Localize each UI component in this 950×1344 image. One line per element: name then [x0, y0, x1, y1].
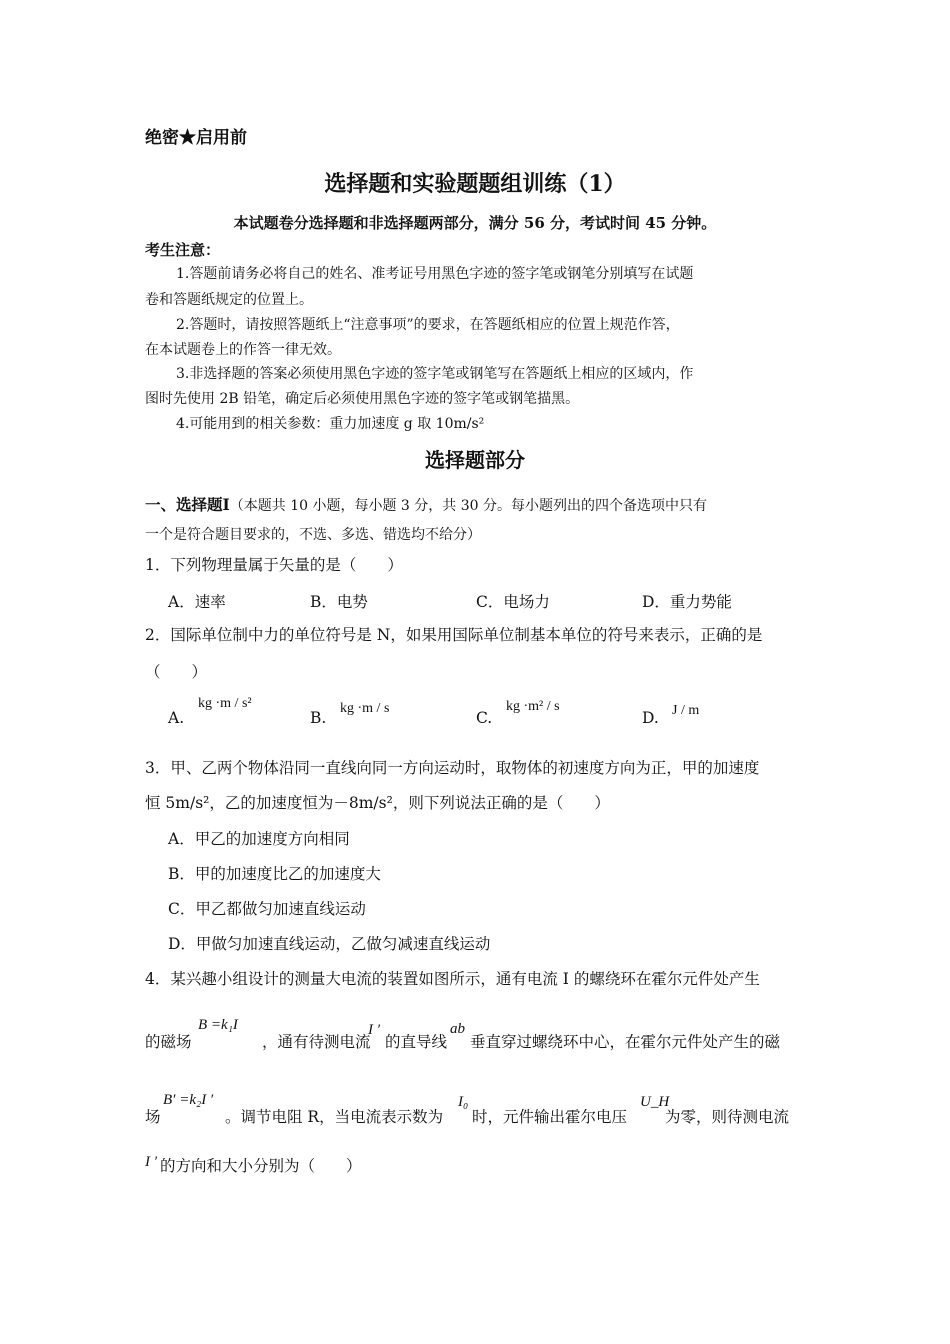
- exam-subtitle: 本试题卷分选择题和非选择题两部分，满分 56 分，考试时间 45 分钟。: [233, 214, 717, 232]
- q3-option-a: A．甲乙的加速度方向相同: [168, 830, 350, 848]
- q1-option-c: C．电场力: [476, 593, 550, 611]
- q2-option-d-label: D.: [642, 709, 659, 727]
- part1-desc-1: （本题共 10 小题，每小题 3 分，共 30 分。每小题列出的四个备选项中只有: [229, 498, 708, 514]
- part1-desc-2: 一个是符合题目要求的，不选、多选、错选均不给分）: [145, 527, 481, 543]
- q4-line-3b: 。调节电阻 R，当电流表示数为: [225, 1108, 444, 1126]
- q2-stem-2: （ ）: [145, 663, 208, 681]
- notice-line-2: 卷和答题纸规定的位置上。: [145, 292, 313, 308]
- q4-line-3d: 为零，则待测电流: [665, 1108, 790, 1126]
- q2-option-b-expr: kg ·m / s: [340, 701, 390, 716]
- q4-formula-ab: ab: [450, 1021, 465, 1037]
- q4-formula-uh: U_H: [640, 1094, 670, 1110]
- notice-line-4: 在本试题卷上的作答一律无效。: [145, 342, 341, 358]
- top-secret-label: 绝密★启用前: [145, 128, 247, 148]
- notice-line-7: 4.可能用到的相关参数：重力加速度 g 取 10m/s²: [176, 416, 485, 432]
- q4-formula-i-prime: I ′: [368, 1022, 381, 1038]
- q2-option-a-label: A.: [168, 709, 185, 727]
- q4-line-1: 4．某兴趣小组设计的测量大电流的装置如图所示，通有电流 I 的螺绕环在霍尔元件处产生: [145, 970, 760, 988]
- q2-option-a-expr: kg ·m / s²: [198, 696, 252, 711]
- q1-option-a: A．速率: [168, 593, 226, 611]
- part1-label: 一、选择题Ⅰ: [145, 495, 230, 514]
- notice-heading: 考生注意：: [145, 241, 221, 259]
- q3-option-b: B．甲的加速度比乙的加速度大: [168, 865, 381, 883]
- q4-line-2d: 垂直穿过螺绕环中心，在霍尔元件处产生的磁: [470, 1033, 781, 1051]
- q3-stem-2: 恒 5m/s²，乙的加速度恒为－8m/s²，则下列说法正确的是（ ）: [145, 794, 610, 812]
- q4-line-2a: 的磁场: [145, 1033, 192, 1051]
- q4-line-3c: 时，元件输出霍尔电压: [472, 1108, 628, 1126]
- q3-option-d: D．甲做匀加速直线运动，乙做匀减速直线运动: [168, 935, 491, 953]
- q2-stem-1: 2．国际单位制中力的单位符号是 N，如果用国际单位制基本单位的符号来表示，正确的是: [145, 626, 763, 644]
- q3-stem-1: 3．甲、乙两个物体沿同一直线向同一方向运动时，取物体的初速度方向为正，甲的加速度: [145, 759, 760, 777]
- part1-header: [145, 495, 707, 516]
- q2-option-b-label: B.: [310, 709, 327, 727]
- q2-option-c-label: C.: [476, 709, 493, 727]
- notice-line-1: 1.答题前请务必将自己的姓名、准考证号用黑色字迹的签字笔或钢笔分别填写在试题: [176, 266, 694, 282]
- q4-formula-i0: I₀: [458, 1094, 469, 1110]
- q4-line-3a: 场: [145, 1108, 161, 1126]
- q4-line-2b: ，通有待测电流: [262, 1033, 371, 1051]
- section-title: 选择题部分: [425, 448, 525, 472]
- q3-option-c: C．甲乙都做匀加速直线运动: [168, 900, 366, 918]
- notice-line-6: 图时先使用 2B 铅笔，确定后必须使用黑色字迹的签字笔或钢笔描黑。: [145, 391, 580, 407]
- q4-formula-b-prime: B′ =k₂I ′: [163, 1092, 214, 1108]
- notice-line-5: 3.非选择题的答案必须使用黑色字迹的签字笔或钢笔写在答题纸上相应的区域内，作: [176, 366, 694, 382]
- notice-line-3: 2.答题时，请按照答题纸上“注意事项”的要求，在答题纸相应的位置上规范作答，: [176, 317, 680, 333]
- page-title: 选择题和实验题题组训练（1）: [324, 171, 626, 197]
- q4-formula-b: B =k₁I: [198, 1017, 238, 1033]
- q2-option-c-expr: kg ·m² / s: [506, 699, 560, 714]
- q4-line-4: 的方向和大小分别为（ ）: [160, 1157, 362, 1175]
- q2-option-d-expr: J / m: [672, 703, 700, 718]
- q4-formula-i-prime-2: I ′: [145, 1154, 158, 1170]
- q1-stem: 1．下列物理量属于矢量的是（ ）: [145, 556, 403, 574]
- q4-line-2c: 的直导线: [385, 1033, 448, 1051]
- q1-option-d: D．重力势能: [642, 593, 732, 611]
- q1-option-b: B．电势: [310, 593, 368, 611]
